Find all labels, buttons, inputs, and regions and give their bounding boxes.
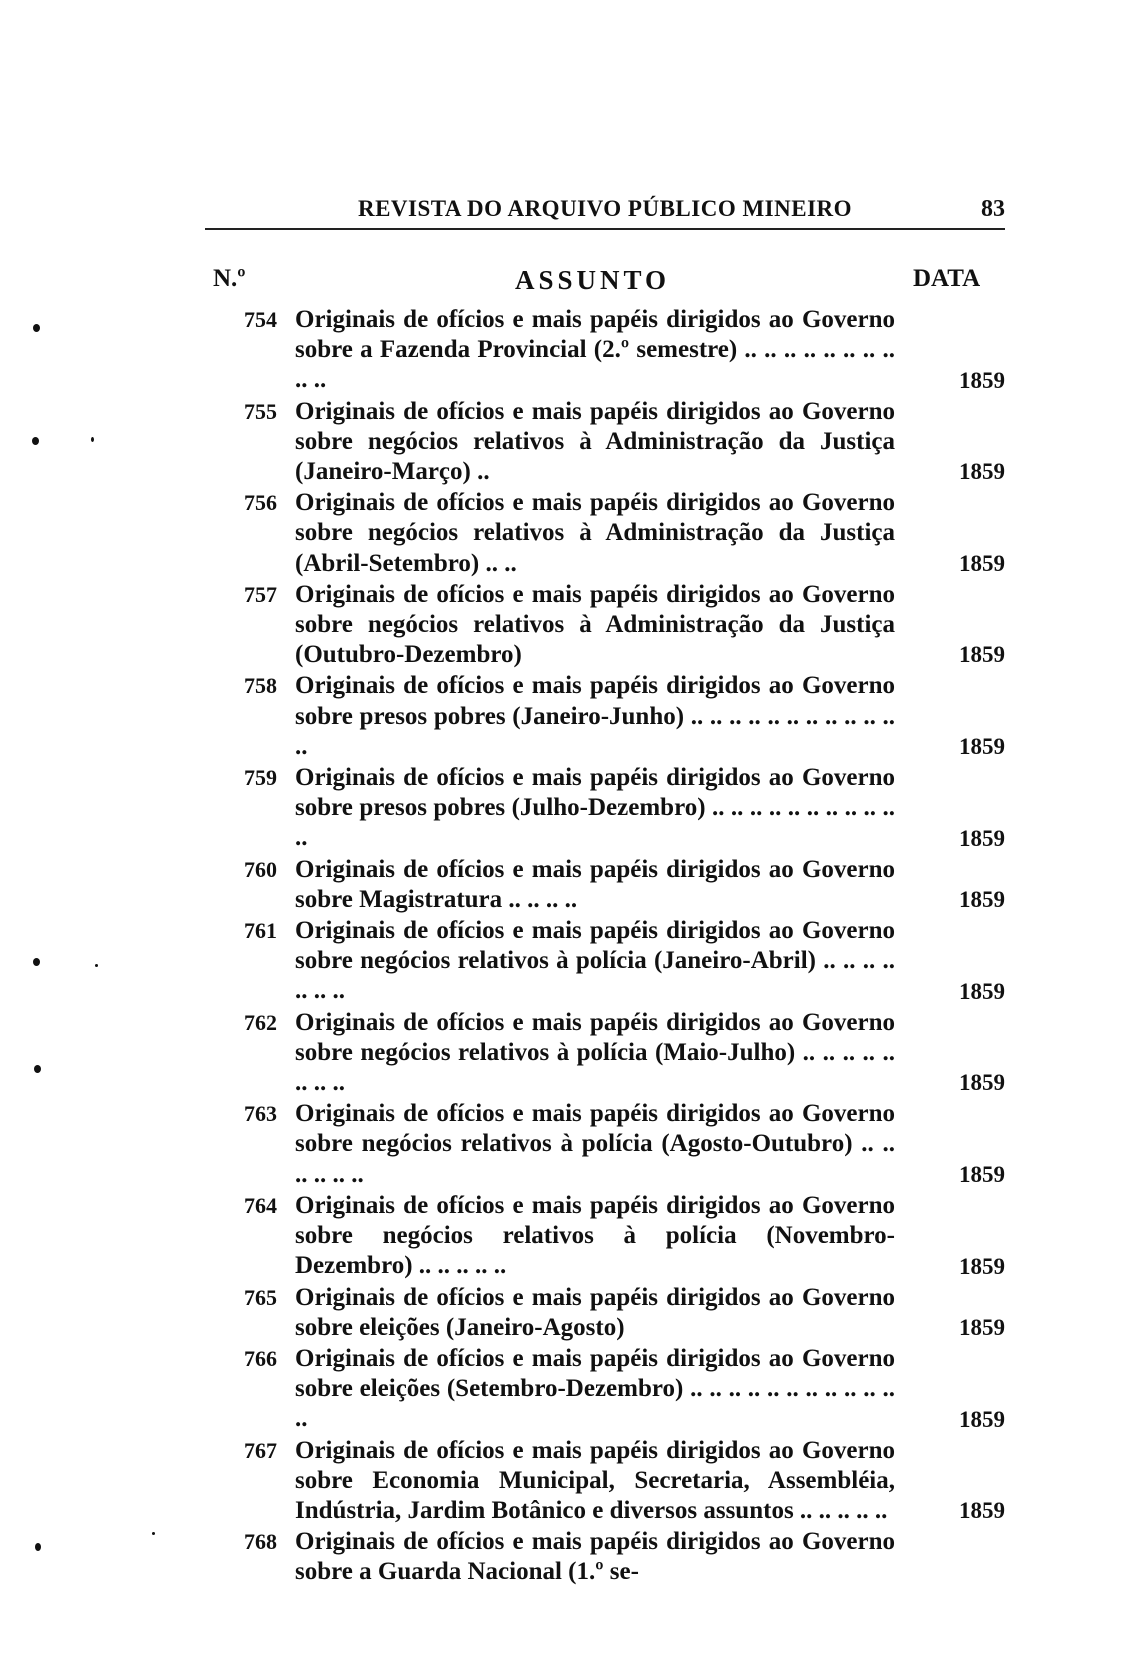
entry-number: 762 (244, 1009, 277, 1035)
entry-date: 1859 (959, 825, 1005, 851)
entry-date: 1859 (959, 1498, 1005, 1524)
catalog-entry (205, 916, 1005, 1007)
entry-subject: Originais de ofícios e mais papéis dirigidos ao Governo sobre a Guarda Nacional (1.º se- (295, 1528, 895, 1586)
entry-subject: Originais de ofícios e mais papéis dirigidos ao Governo sobre negócios relativos à Administração da Justiça (Abril-Setembro) .. .. (295, 489, 895, 577)
entry-number: 766 (244, 1345, 277, 1371)
entry-subject: Originais de ofícios e mais papéis dirigidos ao Governo sobre presos pobres (Janeiro-Junho) .. .. .. .. .. .. .. .. .. .. .. .. (295, 672, 895, 760)
binding-hole-mark (32, 437, 39, 445)
entry-number: 764 (244, 1192, 277, 1218)
catalog-entry (205, 1436, 1005, 1527)
entry-subject: Originais de ofícios e mais papéis dirigidos ao Governo sobre Magistratura .. .. .. .. (295, 855, 895, 913)
catalog-entry (205, 1344, 1005, 1435)
entry-date: 1859 (959, 734, 1005, 760)
entry-subject: Originais de ofícios e mais papéis dirigidos ao Governo sobre negócios relativos à polícia (Maio-Julho) .. .. .. .. .. .. .. .. (295, 1008, 895, 1097)
entry-subject: Originais de ofícios e mais papéis dirigidos ao Governo sobre negócios relativos à Administração da Justiça (Outubro-Dezembro) (295, 580, 895, 669)
binding-hole-mark (34, 1065, 41, 1073)
scan-dust-mark (91, 437, 94, 442)
entry-subject: Originais de ofícios e mais papéis dirigidos ao Governo sobre negócios relativos à polícia (Novembro-Dezembro) .. .. .. .. .. (295, 1191, 895, 1280)
scan-dust-mark (95, 964, 98, 967)
entry-date: 1859 (959, 367, 1005, 393)
entry-number: 765 (244, 1284, 277, 1310)
entry-subject: Originais de ofícios e mais papéis dirigidos ao Governo sobre presos pobres (Julho-Dezembro) .. .. .. .. .. .. .. .. .. .. .. (295, 764, 895, 852)
entry-number: 758 (244, 673, 277, 699)
entry-date: 1859 (959, 978, 1005, 1004)
binding-hole-mark (33, 324, 40, 332)
binding-hole-mark (35, 1543, 41, 1551)
entry-date: 1859 (959, 1161, 1005, 1187)
catalog-entry (205, 305, 1005, 396)
entry-number: 767 (244, 1437, 277, 1463)
catalog-entry (205, 1191, 1005, 1282)
entry-number: 754 (244, 307, 277, 332)
entry-number: 757 (244, 581, 277, 607)
catalog-entry (205, 1283, 1005, 1343)
catalog-entry (205, 488, 1005, 579)
entry-number: 768 (244, 1529, 277, 1555)
catalog-entry (205, 397, 1005, 488)
catalog-entry (205, 1527, 1005, 1587)
entry-date: 1859 (959, 887, 1005, 913)
entry-subject: Originais de ofícios e mais papéis dirigidos ao Governo sobre negócios relativos à polícia (Agosto-Outubro) .. .. .. .. .. .. (295, 1100, 895, 1188)
catalog-entry (205, 1099, 1005, 1190)
date-column-header: DATA (913, 265, 981, 292)
entry-subject: Originais de ofícios e mais papéis dirigidos ao Governo sobre negócios relativos à Administração da Justiça (Janeiro-Março) .. (295, 397, 895, 486)
entry-number: 759 (244, 765, 277, 791)
entry-date (913, 1558, 1005, 1588)
entry-subject: Originais de ofícios e mais papéis dirigidos ao Governo sobre eleições (Janeiro-Agosto) (295, 1283, 895, 1341)
catalog-list (205, 305, 1005, 1589)
entry-subject: Originais de ofícios e mais papéis dirigidos ao Governo sobre negócios relativos à polícia (Janeiro-Abril) .. .. .. .. .. .. .. (295, 917, 895, 1005)
entry-number: 761 (244, 918, 277, 944)
entry-date: 1859 (959, 1070, 1005, 1096)
entry-subject: Originais de ofícios e mais papéis dirigidos ao Governo sobre eleições (Setembro-Dezembro) .. .. .. .. .. .. .. .. .. .. .. .. (295, 1344, 895, 1433)
page-number: 83 (981, 196, 1005, 222)
column-headers (205, 265, 1005, 295)
entry-number: 756 (244, 490, 277, 516)
running-header (205, 196, 1005, 230)
entry-date: 1859 (959, 1253, 1005, 1279)
catalog-entry (205, 1008, 1005, 1099)
subject-column-header: ASSUNTO (515, 265, 671, 295)
scan-dust-mark (152, 1532, 155, 1535)
entry-date: 1859 (959, 1314, 1005, 1340)
entry-date: 1859 (959, 642, 1005, 668)
binding-hole-mark (33, 958, 40, 966)
catalog-entry (205, 671, 1005, 762)
entry-date: 1859 (959, 550, 1005, 576)
entry-number: 755 (244, 398, 277, 424)
entry-date: 1859 (959, 459, 1005, 485)
catalog-entry (205, 763, 1005, 854)
running-title: REVISTA DO ARQUIVO PÚBLICO MINEIRO (357, 196, 853, 221)
entry-subject: Originais de ofícios e mais papéis dirigidos ao Governo sobre a Fazenda Provincial (2.º semestre) .. .. .. .. .. .. .. .. .. .. (295, 306, 895, 394)
catalog-entry (205, 855, 1005, 915)
entry-date: 1859 (959, 1406, 1005, 1432)
entry-subject: Originais de ofícios e mais papéis dirigidos ao Governo sobre Economia Municipal, Secretaria, Assembléia, Indústria, Jardim Botânico e diversos assuntos .. .. .. .. .. (295, 1436, 895, 1524)
catalog-entry (205, 580, 1005, 671)
number-column-header: N.º (213, 265, 246, 292)
entry-number: 760 (244, 856, 277, 882)
entry-number: 763 (244, 1101, 277, 1127)
